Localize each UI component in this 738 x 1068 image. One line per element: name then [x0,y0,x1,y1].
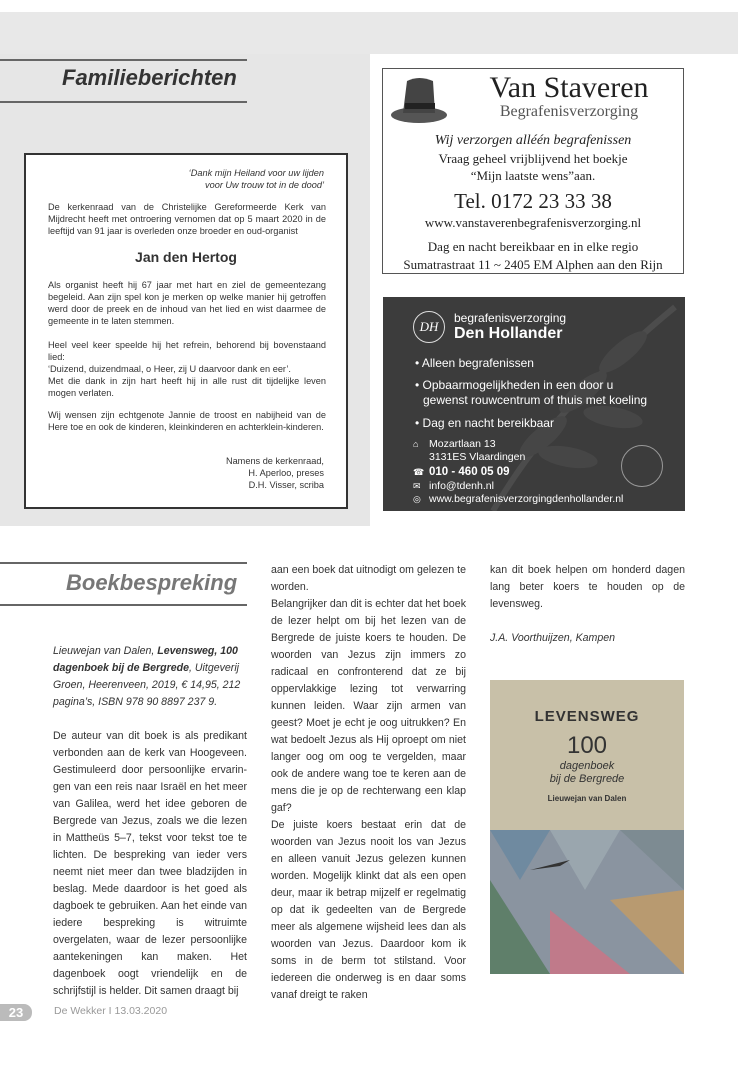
ad-small-title: begrafenisverzorging [454,311,567,325]
ad-phone: 010 - 460 05 09 [429,466,510,478]
death-notice [24,153,348,509]
ad-bullet-cont: gewenst rouwcentrum of thuis met koeling [423,393,648,407]
top-band [0,12,738,54]
ad-bullet: • Dag en nacht bereikbaar [415,416,554,430]
ad-bullet: • Opbaarmogelijkheden in een door u [415,378,614,392]
cover-subtitle: bij de Bergrede [549,773,625,785]
notice-paragraph: Als organist heeft hij 67 jaar met hart en ziel de gemeentezang begeleid. Aan zijn spel kon je merken op welke manier hij getroffen werd door de preek en de inhoud van het lied en wist daarmee de gemeente in te laten stemmen. [48,280,326,326]
ad-website: www.vanstaverenbegrafenisverzorging.nl [424,215,642,230]
ad-phone: Tel. 0172 23 33 38 [454,189,612,213]
den-hollander-logo: DH [413,311,445,343]
review-paragraph: aan een boek dat uitnodigt om gelezen te worden. [271,564,466,593]
notice-signature: Namens de kerkenraad, H. Aperloo, preses D.H. Visser, scriba [225,456,324,490]
review-paragraph: Belangrijker dan dit is echter dat het boek de lezer helpt om bij het lezen van de Bergrede de juiste koers te houden. De woorden van Jezus zijn immers zo radicaal en confronterend dat ze bij oppervlakkige lezing tot verwarring kunnen leiden. Waar zijn armen van geest? Moet je echt je oog uitrukken? En wat bedoelt Jezus als Hij oproept om niet langer oog om oog te vergelden, maar ook de andere wang toe te keren aan de mens die je op de rechterwang een klap gaf? [271,598,466,814]
ad-text: “Mijn laatste wens”aan. [470,168,596,183]
footer-text: De Wekker I 13.03.2020 [54,1005,168,1017]
ad-subtitle: Begrafenisverzorging [499,103,639,120]
ad-title: Den Hollander [454,325,563,342]
deceased-name: Jan den Hertog [135,249,237,265]
review-author: J.A. Voorthuijzen, Kampen [490,632,616,644]
quality-seal-icon [621,445,663,487]
review-paragraph: De juiste koers bestaat erin dat de woorden van Jezus nooit los van Jezus en alleen vanuit Jezus gelezen kunnen worden. Mogelijk klinkt dat als een open deur, maar ik betrap mijzelf er regelmatig op dat ik gedeelten van de Bergrede meer als algemene wijsheid lees dan als woorden van Jezus. Daardoor kom ik soms in de berm tot stilstand. Voor iedereen die onderweg is en daar soms vanaf dreigt te raken [271,819,466,1001]
cover-author: Lieuwejan van Dalen [547,794,627,803]
hat-icon [389,73,449,129]
ad-bullet: • Alleen begrafenissen [415,356,534,370]
section-header-boekbespreking [0,562,247,606]
review-column-2 [271,562,466,1004]
review-paragraph: De auteur van dit boek is als predikant verbonden aan de kerk van Hoogeveen. Gestimuleerd door persoonlijke ervarin-gen van een reis naar Israël en het meer van Galilea, werd het idee geboren de Bergrede van Jezus, zoals we die lezen in Mattheüs 5–7, tekst voor tekst toe te lichten. De bespreking van ieder vers neemt niet meer dan twee bladzijden in beslag. Mede daardoor is het goed als dagboek te gebruiken. Aan het einde van iedere bespreking is witruimte overgelaten, waar de lezer persoonlijke aantekeningen kan maken. Het dagenboek oogt vriendelijk en de schrijfstijl is helder. Dit samen draagt bij [53,730,247,997]
notice-intro: De kerkenraad van de Christelijke Gereformeerde Kerk van Mijdrecht heeft met ontroering vernomen dat op 5 maart 2020 in de leeftijd van 91 jaar is overleden onze broeder en oud-organist [48,202,326,236]
cover-title: LEVENSWEG [534,708,640,725]
section-header-familieberichten [0,59,247,103]
notice-paragraph: Wij wensen zijn echtgenote Jannie de troost en nabijheid van de Here toe en ook de kinderen, kleinkinderen en achterklein-kinderen. [48,410,326,432]
review-column-3 [490,562,685,647]
book-cover-image [490,680,684,974]
ad-website: www.begrafenisverzorgingdenhollander.nl [429,493,624,505]
book-citation: Lieuwejan van Dalen, Levensweg, 100 dagenboek bij de Bergrede, Uitgeverij Groen, Heerenveen, 2019, € 14,95, 212 pagina’s, ISBN 978 90 8897 237 9. [53,645,241,708]
ad-address: Sumatrastraat 11 ~ 2405 EM Alphen aan den Rijn [403,257,663,272]
phone-icon: ☎ [413,467,425,477]
mail-icon: ✉ [413,481,421,491]
review-paragraph: kan dit boek helpen om honderd dagen lang beter koers te houden op de levensweg. [490,564,685,610]
ad-slogan: Wij verzorgen alléén begrafenissen [434,133,632,148]
cover-pattern-icon [490,830,684,974]
section-title: Boekbespreking [66,570,238,595]
ad-street: Mozartlaan 13 [429,438,496,450]
web-icon: ◎ [413,494,421,504]
cover-subtitle: dagenboek [559,760,615,772]
ad-city: 3131ES Vlaardingen [429,451,526,463]
ad-text: Vraag geheel vrijblijvend het boekje [438,151,628,166]
ad-email: info@tdenh.nl [429,480,494,492]
ad-den-hollander [383,297,685,511]
cover-number: 100 [566,732,608,759]
notice-paragraph: Heel veel keer speelde hij het refrein, behorend bij bovenstaand lied: ‘Duizend, duizendmaal, o Heer, zij U daarvoor dank en eer’. Met die dank in zijn hart heeft hij in alle rust dit tijdelijke leven mogen verlaten. [48,340,326,398]
ad-title: Van Staveren [489,71,649,104]
home-icon: ⌂ [413,439,419,449]
page-number: 23 [0,1004,32,1021]
section-title: Familieberichten [62,65,237,90]
notice-quote: ‘Dank mijn Heiland voor uw lijden voor Uw trouw tot in de dood’ [188,168,324,190]
ad-text: Dag en nacht bereikbaar en in elke regio [427,239,639,254]
review-column-1 [53,643,247,1000]
ad-van-staveren [382,68,684,274]
